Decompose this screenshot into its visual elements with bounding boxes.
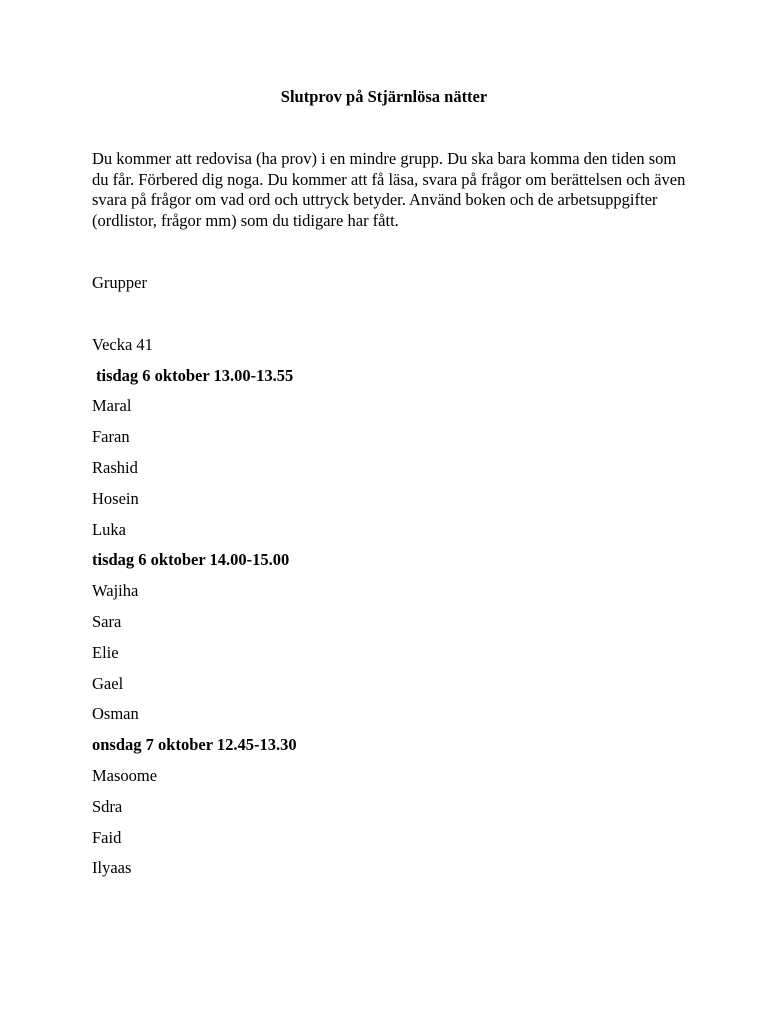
student-name: Osman [92, 704, 139, 723]
student-name: Sara [92, 612, 122, 631]
document-title: Slutprov på Stjärnlösa nätter [280, 87, 488, 106]
intro-paragraph: Du kommer att redovisa (ha prov) i en mindre grupp. Du ska bara komma den tiden som du får. Förbered dig noga. Du kommer att få läsa, svara på frågor om berättelsen och även svara på frågor om vad ord och uttryck betyder. Använd boken och de arbetsuppgifter (ordlistor, frågor mm) som du tidigare har fått. [92, 149, 686, 230]
student-name: Gael [92, 674, 124, 693]
groups-heading: Grupper [92, 273, 147, 292]
student-name: Wajiha [92, 581, 139, 600]
student-name: Masoome [92, 766, 158, 785]
student-name: Rashid [92, 458, 138, 477]
session-time: onsdag 7 oktober 12.45-13.30 [92, 735, 297, 754]
student-name: Elie [92, 643, 119, 662]
session-time: tisdag 6 oktober 14.00-15.00 [92, 550, 290, 569]
student-name: Faran [92, 427, 130, 446]
student-name: Faid [92, 828, 122, 847]
student-name: Maral [92, 396, 132, 415]
student-name: Luka [92, 520, 126, 539]
week-label: Vecka 41 [92, 335, 153, 354]
session-time: tisdag 6 oktober 13.00-13.55 [96, 366, 294, 385]
student-name: Sdra [92, 797, 123, 816]
student-name: Hosein [92, 489, 139, 508]
student-name: Ilyaas [92, 858, 132, 877]
